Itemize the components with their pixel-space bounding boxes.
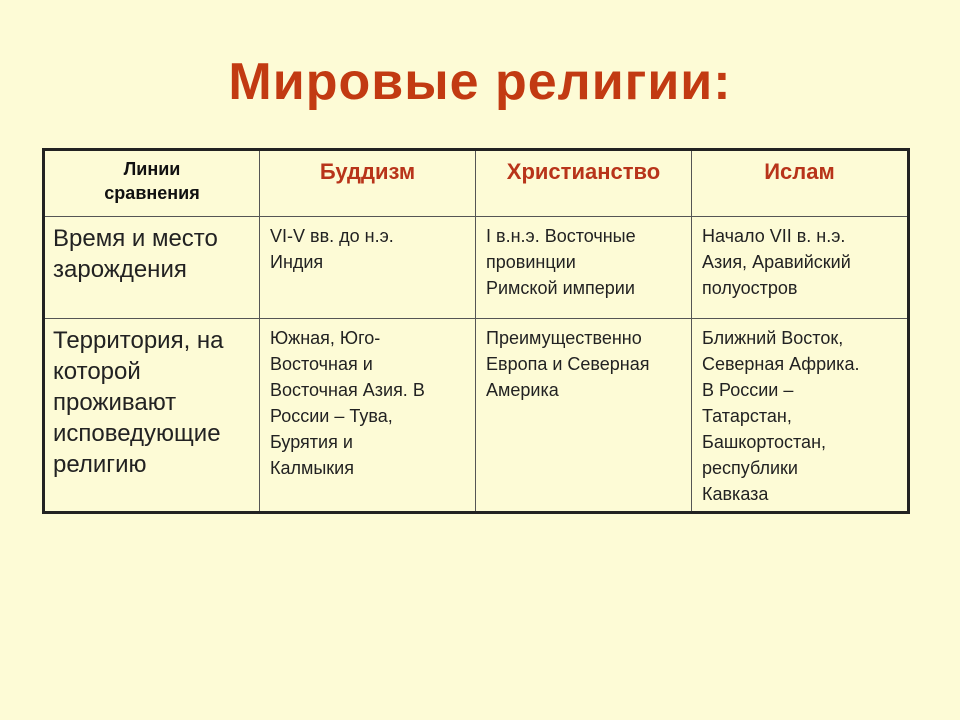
header-buddhism: Буддизм [260, 150, 476, 217]
header-christianity: Христианство [476, 150, 692, 217]
cell-islam-origin: Начало VII в. н.э. Азия, Аравийский полуостров [692, 217, 909, 319]
table-row [44, 319, 909, 513]
table-row [44, 217, 909, 319]
row-label-time-place: Время и место зарождения [44, 217, 260, 319]
religions-comparison-table [42, 148, 910, 514]
table-header-row [44, 150, 909, 217]
cell-buddhism-territory: Южная, Юго- Восточная и Восточная Азия. В России – Тува, Бурятия и Калмыкия [260, 319, 476, 513]
cell-christianity-territory: Преимущественно Европа и Северная Америка [476, 319, 692, 513]
row-label-territory: Территория, на которой проживают исповедующие религию [44, 319, 260, 513]
cell-buddhism-origin: VI-V вв. до н.э. Индия [260, 217, 476, 319]
cell-islam-territory: Ближний Восток, Северная Африка. В России – Татарстан, Башкортостан, республики Кавказа [692, 319, 909, 513]
header-islam: Ислам [692, 150, 909, 217]
header-comparison-lines: Линии сравнения [44, 150, 260, 217]
page-title: Мировые религии: [228, 53, 732, 111]
cell-christianity-origin: I в.н.э. Восточные провинции Римской империи [476, 217, 692, 319]
